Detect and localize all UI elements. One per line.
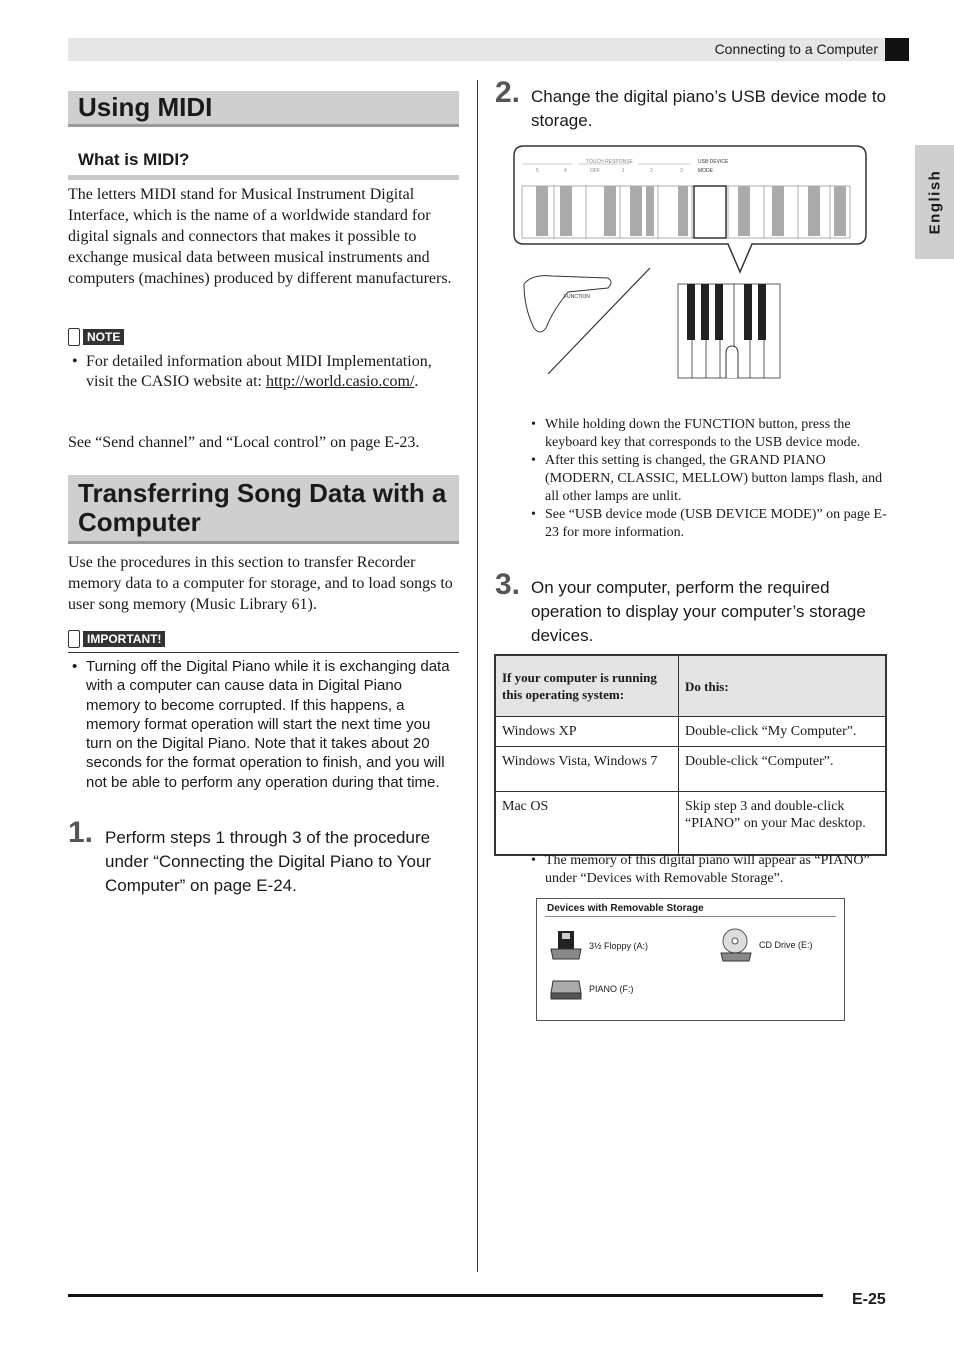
device-label: CD Drive (E:): [759, 940, 813, 950]
key-num-label: 4: [564, 168, 567, 174]
key-num-label: 5: [536, 168, 539, 174]
highlighted-key: [694, 186, 726, 238]
note-text: For detailed information about MIDI Implementation, visit the CASIO website at:: [86, 353, 432, 390]
step3-number: 3.: [495, 568, 521, 601]
page-number: E-25: [852, 1291, 886, 1308]
mode-label: MODE: [698, 168, 713, 174]
black-key: [701, 284, 709, 340]
important-icon: [68, 630, 80, 648]
piano-diagram: [512, 142, 872, 382]
key-num-label: 2: [650, 168, 653, 174]
subheading-rule: [68, 175, 459, 180]
header-block: [885, 38, 909, 61]
cd-drive-icon: [717, 927, 753, 963]
table-header-cell: If your computer is running this operating system:: [495, 655, 679, 717]
table-row: [495, 717, 886, 747]
heading-using-midi-text: Using MIDI: [78, 92, 213, 122]
step3-text: On your computer, perform the required operation to display your computer’s storage devices.: [531, 578, 866, 645]
step1-number: 1.: [68, 816, 94, 849]
device-piano[interactable]: [549, 977, 634, 1001]
table-cell: Double-click “Computer”.: [679, 747, 887, 792]
midi-paragraph: The letters MIDI stand for Musical Instrument Digital Interface, which is the name of a worldwide standard for digital signals and connectors that makes it possible to exchange musical data between musical instruments and computers (machines) produced by different manufacturers.: [68, 186, 452, 287]
column-divider: [477, 80, 478, 1272]
table-cell: Windows XP: [495, 717, 679, 747]
table-cell: Windows Vista, Windows 7: [495, 747, 679, 792]
important-header: [68, 628, 459, 653]
drive-body: [551, 949, 581, 959]
black-key: [536, 186, 548, 236]
device-cd[interactable]: [717, 927, 813, 963]
black-key: [630, 186, 642, 236]
black-key: [646, 186, 654, 236]
window-title: Devices with Removable Storage: [547, 903, 704, 914]
black-key: [758, 284, 766, 340]
drive-top: [551, 981, 581, 993]
device-floppy[interactable]: [549, 929, 648, 963]
table-row: [495, 747, 886, 792]
table-cell: Skip step 3 and double-click “PIANO” on your Mac desktop.: [679, 792, 887, 856]
section-title: Connecting to a Computer: [714, 41, 878, 57]
important-item: • Turning off the Digital Piano while it is exchanging data with a computer can cause data in Digital Piano memory to become corrupted. If this happens, a memory format operation will start the next time you turn on the Digital Piano. Note that it takes about 20 seconds for the format operation to finish, and you will not be able to perform any operation during that time.: [68, 657, 460, 792]
see-reference: See “Send channel” and “Local control” on page E-23.: [68, 434, 420, 451]
heading-transfer-text: Transferring Song Data with a Computer: [78, 478, 447, 537]
key-num-label: OFF: [590, 168, 600, 174]
key-num-label: 3: [680, 168, 683, 174]
after-table-list: [527, 852, 887, 888]
note-label: NOTE: [83, 329, 124, 345]
table-cell: Mac OS: [495, 792, 679, 856]
important-label: IMPORTANT!: [83, 631, 165, 647]
casio-link[interactable]: http://world.casio.com/: [265, 373, 415, 390]
cd-hole: [732, 938, 738, 944]
note-list: [68, 352, 438, 392]
black-key: [715, 284, 723, 340]
floppy-disk-shutter: [562, 933, 570, 939]
step2-number: 2.: [495, 76, 521, 109]
drive-body: [721, 953, 751, 961]
window-title-rule: [545, 916, 836, 917]
subheading-what-is-midi: What is MIDI?: [78, 150, 190, 169]
language-tab-label: English: [926, 169, 943, 235]
table-header-row: [495, 655, 886, 717]
important-list: [68, 657, 460, 792]
touch-response-label: TOUCH RESPONSE: [586, 159, 633, 165]
black-key: [772, 186, 784, 236]
hand-left-icon: [524, 276, 611, 332]
removable-storage-window: [536, 898, 845, 1021]
black-key: [678, 186, 688, 236]
removable-drive-icon: [549, 977, 583, 1001]
table-header-cell: Do this:: [679, 655, 887, 717]
black-key: [604, 186, 616, 236]
step2-bullets: [527, 416, 887, 542]
heading-transfer: [68, 475, 459, 544]
after-table-bullet: • The memory of this digital piano will appear as “PIANO” under “Devices with Removable Storage”.: [527, 852, 887, 888]
heading-using-midi: [68, 91, 459, 127]
key-num-label: 1: [622, 168, 625, 174]
black-key: [687, 284, 695, 340]
transfer-paragraph: Use the procedures in this section to transfer Recorder memory data to a computer for storage, and to load songs to user song memory (Music Library 61).: [68, 554, 453, 613]
note-item: • For detailed information about MIDI Implementation, visit the CASIO website at: http://world.casio.com/.: [68, 352, 438, 392]
table-cell: Double-click “My Computer”.: [679, 717, 887, 747]
step2-bullet: • After this setting is changed, the GRAND PIANO (MODERN, CLASSIC, MELLOW) button lamps flash, and all other lamps are unlit.: [527, 452, 887, 506]
black-key: [744, 284, 752, 340]
black-key: [738, 186, 750, 236]
step1-text: Perform steps 1 through 3 of the procedure under “Connecting the Digital Piano to Your Computer” on page E-24.: [105, 828, 432, 895]
os-table: [494, 654, 887, 856]
function-label: FUNCTION: [564, 294, 590, 300]
black-key: [808, 186, 820, 236]
drive-base: [551, 993, 581, 999]
step2-bullet: • While holding down the FUNCTION button, press the keyboard key that corresponds to the USB device mode.: [527, 416, 887, 452]
black-key: [834, 186, 846, 236]
step2-bullet: • See “USB device mode (USB DEVICE MODE)” on page E-23 for more information.: [527, 506, 887, 542]
floppy-drive-icon: [549, 929, 583, 963]
usb-device-label: USB DEVICE: [698, 159, 729, 165]
device-label: PIANO (F:): [589, 984, 634, 994]
note-badge: [68, 328, 124, 346]
black-key: [560, 186, 572, 236]
important-badge: [68, 630, 165, 648]
device-label: 3½ Floppy (A:): [589, 941, 649, 951]
hand-right-icon: [726, 346, 738, 378]
table-row: [495, 792, 886, 856]
note-icon: [68, 328, 80, 346]
footer-rule: [68, 1294, 823, 1297]
language-tab: [915, 145, 954, 259]
step2-text: Change the digital piano’s USB device mode to storage.: [531, 87, 887, 130]
